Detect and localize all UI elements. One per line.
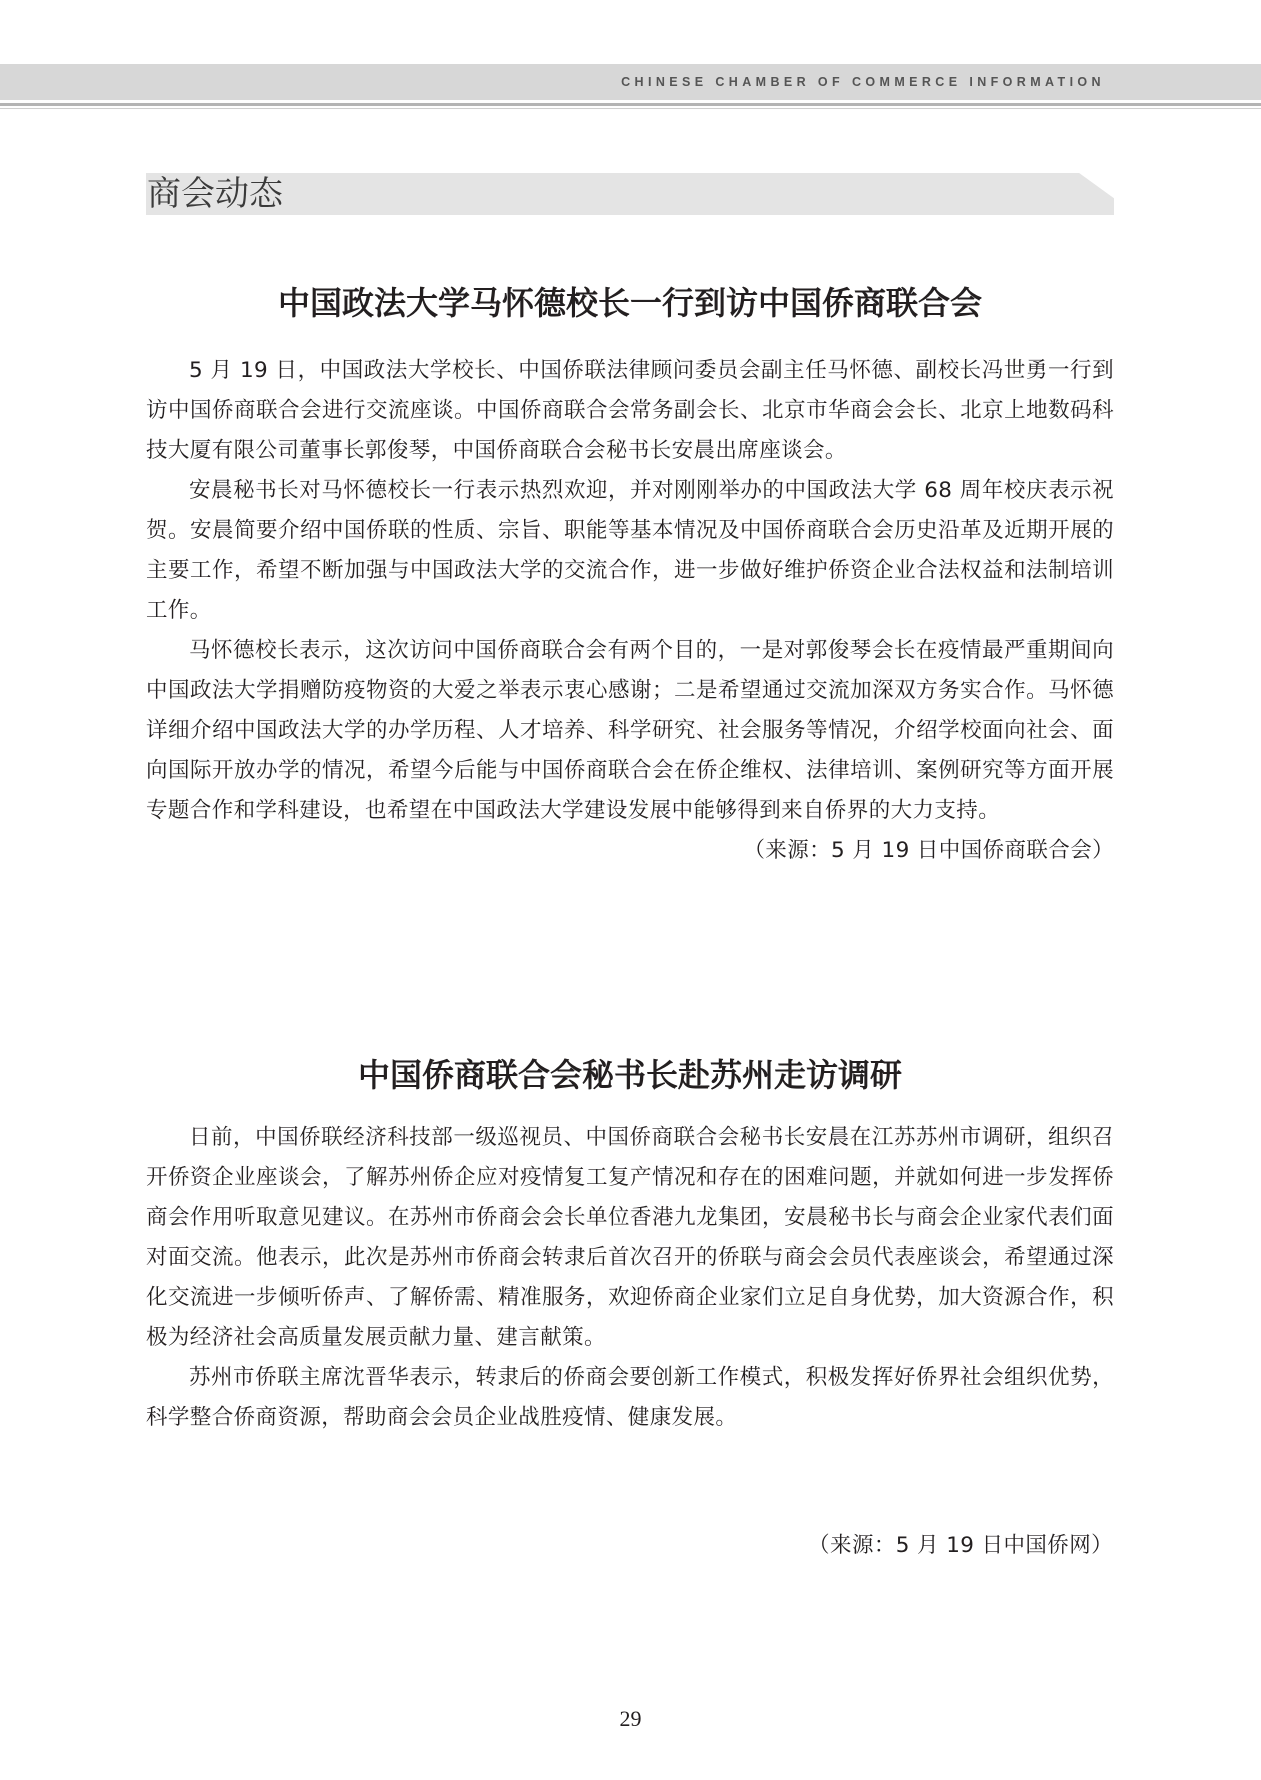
article-2-title: 中国侨商联合会秘书长赴苏州走访调研 <box>357 1056 902 1094</box>
header-divider <box>0 103 1261 106</box>
article-1-paragraph: 5 月 19 日，中国政法大学校长、中国侨联法律顾问委员会副主任马怀德、副校长冯世勇一行到访中国侨商联合会进行交流座谈。中国侨商联合会常务副会长、北京市华商会会长、北京上地数码科技大厦有限公司董事长郭俊琴，中国侨商联合会秘书长安晨出席座谈会。 <box>146 358 1114 463</box>
article-1-paragraph-text: 马怀德校长表示，这次访问中国侨商联合会有两个目的，一是对郭俊琴会长在疫情最严重期间向中国政法大学捐赠防疫物资的大爱之举表示衷心感谢；二是希望通过交流加深双方务实合作。马怀德详细介绍中国政法大学的办学历程、人才培养、科学研究、社会服务等情况，介绍学校面向社会、面向国际开放办学的情况，希望今后能与中国侨商联合会在侨企维权、法律培训、案例研究等方面开展专题合作和学科建设，也希望在中国政法大学建设发展中能够得到来自侨界的大力支持。 <box>146 638 1114 823</box>
page-number: 29 <box>619 1706 642 1731</box>
article-1-paragraph: 安晨秘书长对马怀德校长一行表示热烈欢迎，并对刚刚举办的中国政法大学 68 周年校庆表示祝贺。安晨简要介绍中国侨联的性质、宗旨、职能等基本情况及中国侨商联合会历史沿革及近期开展的主要工作，希望不断加强与中国政法大学的交流合作，进一步做好维护侨资企业合法权益和法制培训工作。 <box>146 478 1114 623</box>
article-1-title: 中国政法大学马怀德校长一行到访中国侨商联合会 <box>277 284 982 322</box>
header-divider-thin <box>0 108 1261 109</box>
article-2-body <box>146 1118 1114 1438</box>
section-heading-bar <box>146 173 1114 215</box>
article-2-source: （来源：5 月 19 日中国侨网） <box>808 1533 1113 1558</box>
article-1-body <box>146 351 1114 871</box>
section-title: 商会动态 <box>147 174 283 214</box>
article-1-source: （来源：5 月 19 日中国侨商联合会） <box>743 838 1114 863</box>
article-2-paragraph: 苏州市侨联主席沈晋华表示，转隶后的侨商会要创新工作模式，积极发挥好侨界社会组织优势，科学整合侨商资源，帮助商会会员企业战胜疫情、健康发展。 <box>146 1365 1114 1430</box>
article-1-paragraph <box>146 631 1114 863</box>
article-2-paragraph: 日前，中国侨联经济科技部一级巡视员、中国侨商联合会秘书长安晨在江苏苏州市调研，组织召开侨资企业座谈会，了解苏州侨企应对疫情复工复产情况和存在的困难问题，并就如何进一步发挥侨商会作用听取意见建议。在苏州市侨商会会长单位香港九龙集团，安晨秘书长与商会企业家代表们面对面交流。他表示，此次是苏州市侨商会转隶后首次召开的侨联与商会会员代表座谈会，希望通过深化交流进一步倾听侨声、了解侨需、精准服务，欢迎侨商企业家们立足自身优势，加大资源合作，积极为经济社会高质量发展贡献力量、建言献策。 <box>146 1125 1114 1350</box>
running-header: CHINESE CHAMBER OF COMMERCE INFORMATION <box>621 75 1105 89</box>
